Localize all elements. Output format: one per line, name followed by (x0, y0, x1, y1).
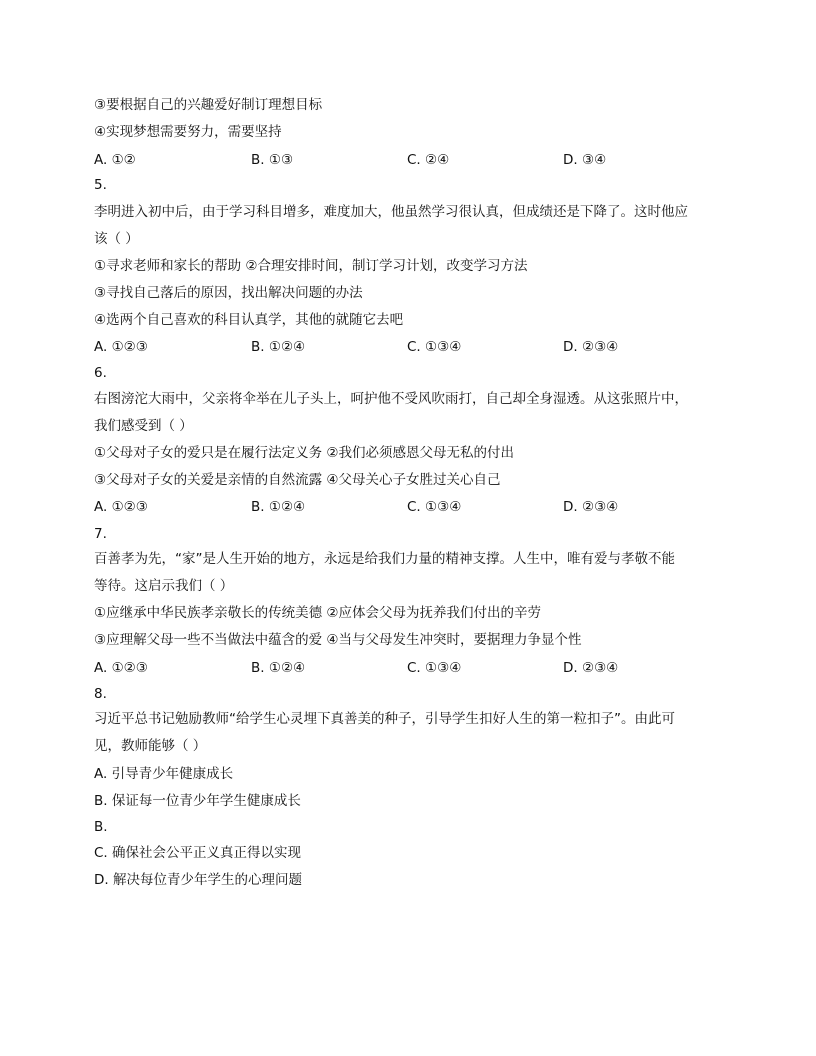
q6-item-2: ③父母对子女的关爱是亲情的自然流露 ④父母关心子女胜过关心自己 (94, 472, 501, 488)
q5-options (94, 338, 734, 356)
q7-item-2: ③应理解父母一些不当做法中蕴含的爱 ④当与父母发生冲突时，要据理力争显个性 (94, 632, 582, 648)
q8-number: 8. (94, 686, 107, 702)
q7-option-b: B. ①②④ (251, 660, 306, 676)
q5-option-c: C. ①③④ (407, 339, 462, 355)
q5-option-b: B. ①②④ (251, 339, 306, 355)
q8-stem-line1: 习近平总书记勉励教师“给学生心灵埋下真善美的种子，引导学生扣好人生的第一粒扣子”。由此可 (94, 711, 675, 727)
q5-item-3: ④选两个自己喜欢的科目认真学，其他的就随它去吧 (94, 312, 404, 328)
q7-number: 7. (94, 526, 107, 542)
q7-stem-line2: 等待。这启示我们（ ） (94, 578, 234, 594)
q7-option-a: A. ①②③ (94, 660, 148, 676)
q7-item-1: ①应继承中华民族孝亲敬长的传统美德 ②应体会父母为抚养我们付出的辛劳 (94, 605, 541, 621)
q4-option-a: A. ①② (94, 152, 136, 168)
q4-item-3: ③要根据自己的兴趣爱好制订理想目标 (94, 97, 323, 113)
q8-stem-line2: 见，教师能够（ ） (94, 738, 207, 754)
q7-stem-line1: 百善孝为先，“家”是人生开始的地方，永远是给我们力量的精神支撑。人生中，唯有爱与孝敬不能 (94, 551, 675, 567)
q7-option-d: D. ②③④ (563, 660, 619, 676)
q6-option-d: D. ②③④ (563, 499, 619, 515)
q6-stem-line1: 右图滂沱大雨中，父亲将伞举在儿子头上，呵护他不受风吹雨打，自己却全身湿透。从这张照片中， (94, 391, 688, 407)
q7-options (94, 659, 734, 677)
q7-option-c: C. ①③④ (407, 660, 462, 676)
q8-option-b: B. 保证每一位青少年学生健康成长 (94, 793, 301, 809)
q8-option-c: C. 确保社会公平正义真正得以实现 (94, 845, 302, 861)
q6-option-a: A. ①②③ (94, 499, 148, 515)
q5-option-a: A. ①②③ (94, 339, 148, 355)
q4-option-c: C. ②④ (407, 152, 450, 168)
q6-stem-line2: 我们感受到（ ） (94, 418, 193, 434)
q8-option-d: D. 解决每位青少年学生的心理问题 (94, 872, 302, 888)
q6-number: 6. (94, 365, 107, 381)
q4-option-b: B. ①③ (251, 152, 294, 168)
q5-stem-line2: 该（ ） (94, 231, 139, 247)
q4-options (94, 151, 734, 169)
q6-options (94, 498, 734, 516)
q8-option-b-extra: B. (94, 819, 108, 835)
q5-stem-line1: 李明进入初中后，由于学习科目增多，难度加大，他虽然学习很认真，但成绩还是下降了。这时他应 (94, 204, 688, 220)
q5-item-1: ①寻求老师和家长的帮助 ②合理安排时间，制订学习计划，改变学习方法 (94, 258, 528, 274)
q5-option-d: D. ②③④ (563, 339, 619, 355)
q5-item-2: ③寻找自己落后的原因，找出解决问题的办法 (94, 285, 363, 301)
q6-option-c: C. ①③④ (407, 499, 462, 515)
q6-item-1: ①父母对子女的爱只是在履行法定义务 ②我们必须感恩父母无私的付出 (94, 445, 514, 461)
q4-item-4: ④实现梦想需要努力，需要坚持 (94, 124, 282, 140)
q4-option-d: D. ③④ (563, 152, 607, 168)
q6-option-b: B. ①②④ (251, 499, 306, 515)
q8-option-a: A. 引导青少年健康成长 (94, 766, 234, 782)
q5-number: 5. (94, 177, 107, 193)
